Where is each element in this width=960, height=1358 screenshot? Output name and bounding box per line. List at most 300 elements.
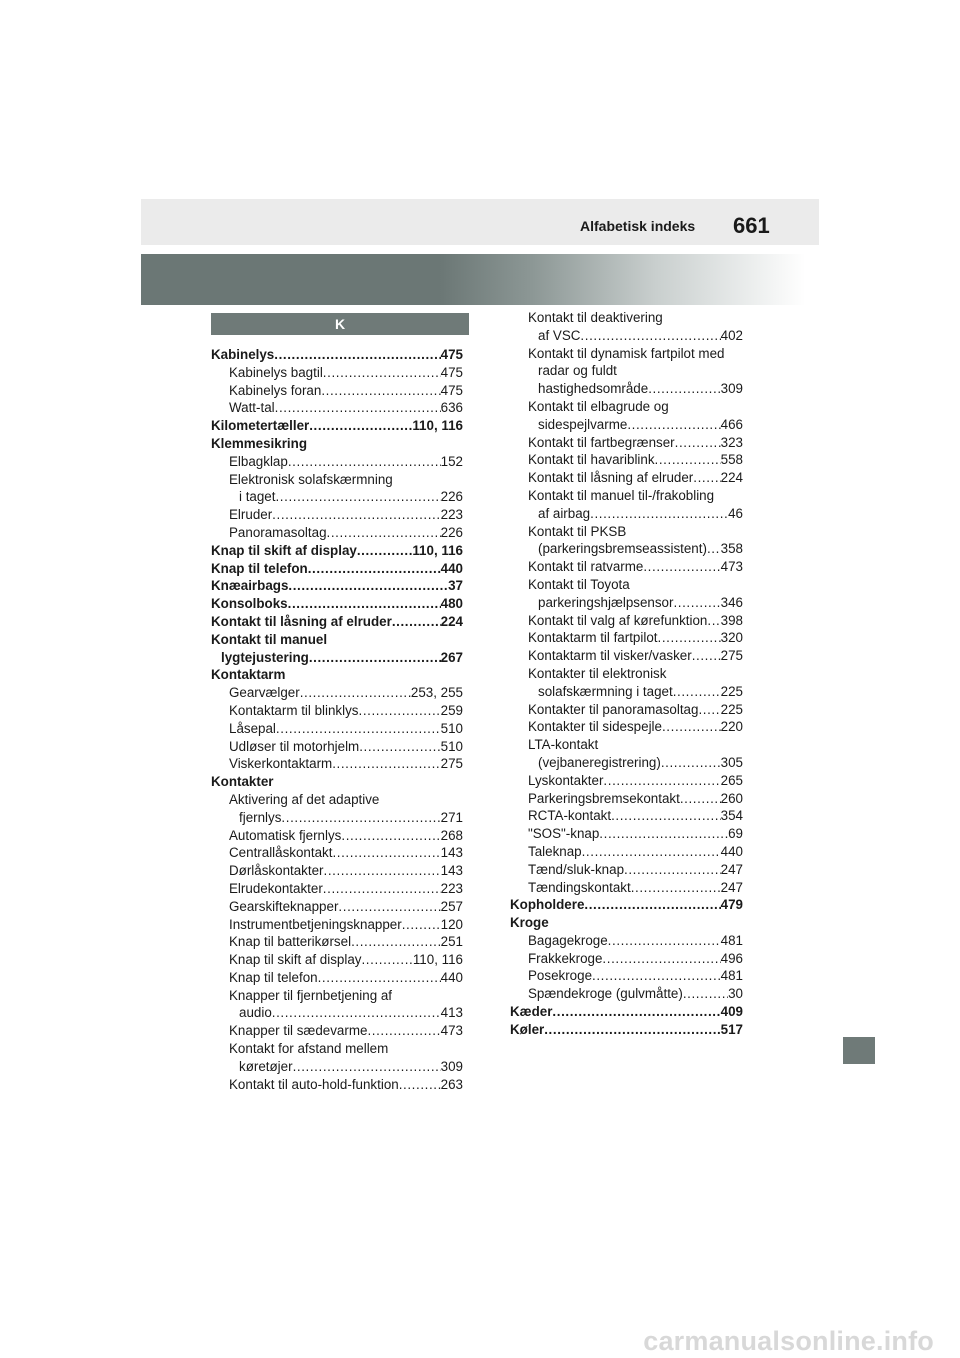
page-reference: 275: [720, 648, 743, 664]
page-reference: 110, 116: [412, 542, 463, 558]
index-line: [510, 1021, 743, 1039]
index-line: [510, 558, 743, 576]
index-line: [510, 772, 743, 790]
index-line: [510, 398, 743, 416]
index-line: [510, 736, 743, 754]
page-reference: 480: [440, 596, 463, 612]
page-reference: 466: [720, 416, 743, 432]
index-subentry: [211, 471, 463, 507]
index-subentry: [510, 879, 743, 897]
index-subentry: [510, 718, 743, 736]
index-line: [510, 523, 743, 541]
index-line: [510, 594, 743, 612]
index-term: Kontakter til panoramasoltag: [528, 701, 699, 717]
page-reference: 110, 116: [412, 418, 463, 434]
index-line: [211, 738, 463, 756]
dot-leader: [658, 629, 721, 647]
dot-leader: [327, 524, 441, 542]
page-reference: 143: [440, 863, 463, 879]
index-subentry: [211, 862, 463, 880]
index-line: [510, 380, 743, 398]
header-gradient-band: [141, 254, 819, 305]
index-term: Viskerkontaktarm: [229, 756, 333, 772]
thumb-index-tab: [843, 1037, 875, 1064]
index-term: fjernlys: [239, 809, 282, 825]
page-number: 661: [733, 213, 770, 238]
index-line: [510, 914, 743, 932]
index-term: radar og fuldt: [538, 363, 617, 379]
page-reference: 225: [720, 683, 743, 699]
index-entry: [211, 666, 463, 684]
dot-leader: [318, 969, 441, 987]
page-reference: 473: [720, 559, 743, 575]
index-term: Elbagklap: [229, 453, 288, 469]
dot-leader: [300, 684, 411, 702]
index-subentry: [211, 827, 463, 845]
page-reference: 440: [440, 969, 463, 985]
index-line: [510, 683, 743, 701]
index-line: [510, 879, 743, 897]
index-term: solafskærmning i taget: [538, 683, 673, 699]
index-line: [510, 629, 743, 647]
dot-leader: [276, 720, 441, 738]
dot-leader: [402, 916, 441, 934]
index-line: [211, 862, 463, 880]
page-reference: 110, 116: [412, 952, 463, 968]
dot-leader: [281, 809, 440, 827]
index-subentry: [211, 987, 463, 1023]
dot-leader: [693, 469, 720, 487]
index-line: [510, 647, 743, 665]
index-subentry: [211, 702, 463, 720]
index-term: Kontakt til auto-hold-funktion: [229, 1076, 399, 1092]
index-term: Kontakter til sidespejle: [528, 719, 662, 735]
index-subentry: [510, 807, 743, 825]
index-subentry: [510, 967, 743, 985]
index-subentry: [510, 523, 743, 559]
index-term: Konsolboks: [211, 596, 288, 612]
index-line: [211, 791, 463, 809]
index-term: Knap til telefon: [211, 560, 308, 576]
index-subentry: [510, 469, 743, 487]
page-reference: 223: [440, 507, 463, 523]
index-term: Spændekroge (gulvmåtte): [528, 986, 683, 1002]
index-entry: [510, 1003, 743, 1021]
index-subentry: [211, 1076, 463, 1094]
page-reference: 473: [440, 1023, 463, 1039]
index-subentry: [211, 364, 463, 382]
page-reference: 496: [720, 950, 743, 966]
page-reference: 320: [720, 630, 743, 646]
index-term: Kontakt til dynamisk fartpilot med: [528, 345, 725, 361]
dot-leader: [631, 879, 721, 897]
index-term: Elrudekontakter: [229, 880, 323, 896]
index-term: Kontaktarm: [211, 667, 286, 683]
dot-leader: [392, 613, 441, 631]
page-reference: 440: [720, 843, 743, 859]
dot-leader: [698, 701, 720, 719]
index-subentry: [211, 916, 463, 934]
index-term: Dørlåskontakter: [229, 863, 324, 879]
index-line: [211, 595, 463, 613]
index-term: hastighedsområde: [538, 381, 649, 397]
dot-leader: [648, 380, 720, 398]
page-reference: 267: [440, 649, 463, 665]
index-entry: [211, 577, 463, 595]
index-line: [510, 967, 743, 985]
page-reference: 253, 255: [410, 685, 463, 701]
index-subentry: [211, 791, 463, 827]
index-entry: [211, 631, 463, 667]
index-term: Gearvælger: [229, 685, 300, 701]
index-subentry: [510, 665, 743, 701]
index-entry: [211, 346, 463, 364]
index-entry: [211, 542, 463, 560]
dot-leader: [275, 488, 440, 506]
page-reference: 475: [440, 347, 463, 362]
index-line: [510, 1003, 743, 1021]
index-entry: [211, 435, 463, 453]
index-term: Gearskifteknapper: [229, 898, 339, 914]
index-term: Knapper til fjernbetjening af: [229, 987, 393, 1003]
index-line: [211, 542, 463, 560]
page-reference: 224: [720, 470, 743, 486]
dot-leader: [673, 594, 720, 612]
index-term: Kontaktarm til visker/vasker: [528, 648, 692, 664]
index-term: Kontakt til ratvarme: [528, 559, 644, 575]
dot-leader: [611, 807, 721, 825]
page-reference: 263: [440, 1076, 463, 1092]
index-subentry: [510, 843, 743, 861]
index-line: [211, 382, 463, 400]
index-term: Knap til skift af display: [211, 542, 357, 558]
page-reference: 305: [720, 754, 743, 770]
dot-leader: [544, 1021, 720, 1039]
index-term: Knap til skift af display: [229, 952, 362, 968]
dot-leader: [552, 1003, 720, 1021]
index-line: [211, 364, 463, 382]
dot-leader: [341, 827, 440, 845]
index-line: [211, 755, 463, 773]
index-line: [211, 898, 463, 916]
index-line: [211, 435, 463, 453]
index-term: (vejbaneregistrering): [538, 754, 661, 770]
dot-leader: [692, 647, 721, 665]
index-line: [211, 1040, 463, 1058]
index-line: [211, 1058, 463, 1076]
index-term: lygtejustering: [221, 649, 309, 665]
index-subentry: [211, 880, 463, 898]
index-term: Kopholdere: [510, 897, 585, 913]
page-reference: 409: [720, 1004, 743, 1020]
index-term: Køler: [510, 1021, 545, 1037]
index-subentry: [510, 647, 743, 665]
dot-leader: [592, 967, 721, 985]
index-subentry: [510, 772, 743, 790]
index-line: [211, 916, 463, 934]
index-subentry: [510, 576, 743, 612]
watermark: [0, 1322, 960, 1358]
index-term: Instrumentbetjeningsknapper: [229, 916, 402, 932]
index-term: Knapper til sædevarme: [229, 1023, 368, 1039]
index-line: [510, 896, 743, 914]
index-line: [510, 469, 743, 487]
index-line: [211, 951, 463, 969]
dot-leader: [580, 327, 720, 345]
index-term: køretøjer: [239, 1058, 293, 1074]
page-reference: 479: [720, 897, 743, 913]
index-entry: [211, 560, 463, 578]
page-reference: 475: [440, 382, 463, 398]
index-line: [510, 416, 743, 434]
index-subentry: [211, 933, 463, 951]
index-entry: [211, 417, 463, 435]
dot-leader: [608, 932, 721, 950]
index-term: i taget: [239, 489, 276, 505]
index-term: Elruder: [229, 507, 273, 523]
index-line: [510, 985, 743, 1003]
page-reference: 46: [728, 505, 743, 521]
index-term: Kontakt til låsning af elruder: [211, 613, 392, 629]
page-reference: 558: [720, 452, 743, 468]
dot-leader: [351, 933, 441, 951]
index-entry: [211, 613, 463, 631]
index-term: Panoramasoltag: [229, 524, 327, 540]
page-reference: 510: [440, 720, 463, 736]
index-term: Kabinelys bagtil: [229, 364, 323, 380]
page-reference: 220: [720, 719, 743, 735]
index-term: Kroge: [510, 915, 549, 931]
page-reference: 481: [720, 968, 743, 984]
index-line: [211, 577, 463, 595]
page-reference: 265: [720, 772, 743, 788]
page-reference: 309: [720, 381, 743, 397]
dot-leader: [599, 825, 728, 843]
index-term: Kontakt til PKSB: [528, 523, 627, 539]
index-line: [510, 665, 743, 683]
index-letter-heading: K: [211, 313, 469, 335]
index-term: Knap til batterikørsel: [229, 934, 352, 950]
page-reference: 346: [720, 594, 743, 610]
dot-leader: [338, 898, 440, 916]
dot-leader: [332, 844, 440, 862]
index-line: [510, 790, 743, 808]
index-term: Lyskontakter: [528, 772, 604, 788]
dot-leader: [324, 862, 441, 880]
index-term: Elektronisk solafskærmning: [229, 471, 393, 487]
page-reference: 259: [440, 702, 463, 718]
index-subentry: [510, 736, 743, 772]
index-subentry: [211, 844, 463, 862]
dot-leader: [662, 718, 721, 736]
index-entry: [510, 1021, 743, 1039]
index-term: Frakkekroge: [528, 950, 603, 966]
dot-leader: [582, 843, 721, 861]
index-subentry: [211, 898, 463, 916]
index-line: [211, 488, 463, 506]
index-subentry: [211, 969, 463, 987]
index-term: Knap til telefon: [229, 969, 318, 985]
index-line: [211, 417, 463, 435]
index-term: Kabinelys: [211, 347, 275, 362]
dot-leader: [627, 416, 720, 434]
index-line: [510, 505, 743, 523]
page-reference: 37: [448, 578, 463, 594]
index-subentry: [510, 701, 743, 719]
index-subentry: [510, 612, 743, 630]
index-line: [510, 362, 743, 380]
dot-leader: [707, 612, 720, 630]
index-line: [211, 613, 463, 631]
index-line: [510, 861, 743, 879]
index-line: [510, 309, 743, 327]
index-term: LTA-kontakt: [528, 737, 599, 753]
index-term: Kontakter til elektronisk: [528, 665, 667, 681]
index-subentry: [510, 558, 743, 576]
index-line: [211, 702, 463, 720]
dot-leader: [661, 754, 721, 772]
page-reference: 309: [440, 1058, 463, 1074]
index-subentry: [211, 755, 463, 773]
index-term: Kontakt til havariblink: [528, 452, 655, 468]
dot-leader: [399, 1076, 441, 1094]
index-term: Kontakt til manuel til-/frakobling: [528, 487, 715, 503]
index-line: [510, 718, 743, 736]
index-term: Parkeringsbremsekontakt: [528, 790, 680, 806]
index-line: [510, 612, 743, 630]
index-term: Tænd/sluk-knap: [528, 861, 625, 877]
index-line: [211, 649, 463, 667]
index-subentry: [510, 985, 743, 1003]
index-subentry: [211, 453, 463, 471]
page-reference: 251: [440, 934, 463, 950]
dot-leader: [288, 453, 441, 471]
index-subentry: [211, 684, 463, 702]
index-line: [510, 576, 743, 594]
page-reference: 323: [720, 434, 743, 450]
page-reference: 152: [440, 453, 463, 469]
index-entry: [510, 896, 743, 914]
index-subentry: [211, 720, 463, 738]
page-reference: 402: [720, 327, 743, 343]
dot-leader: [288, 595, 441, 613]
index-line: [211, 1022, 463, 1040]
dot-leader: [707, 540, 721, 558]
dot-leader: [367, 1022, 440, 1040]
index-subentry: [510, 861, 743, 879]
dot-leader: [359, 738, 440, 756]
index-line: [510, 701, 743, 719]
index-term: Kontaktarm til fartpilot: [528, 630, 658, 646]
index-line: [510, 487, 743, 505]
index-line: [211, 471, 463, 489]
page-reference: 143: [440, 845, 463, 861]
index-line: [211, 773, 463, 791]
page-reference: 247: [720, 861, 743, 877]
index-term: Udløser til motorhjelm: [229, 738, 360, 754]
index-line: [510, 754, 743, 772]
index-subentry: [510, 950, 743, 968]
index-subentry: [211, 1022, 463, 1040]
index-term: Tændingskontakt: [528, 879, 631, 895]
index-line: [211, 969, 463, 987]
index-term: Kontakt for afstand mellem: [229, 1041, 389, 1057]
index-line: [211, 720, 463, 738]
dot-leader: [323, 880, 441, 898]
index-term: Knæairbags: [211, 578, 289, 594]
index-line: [510, 451, 743, 469]
page-reference: 69: [728, 826, 743, 842]
index-line: [211, 506, 463, 524]
index-term: "SOS"-knap: [528, 826, 600, 842]
index-term: sidespejlvarme: [538, 416, 628, 432]
page-reference: 224: [440, 613, 463, 629]
dot-leader: [680, 790, 721, 808]
index-term: Automatisk fjernlys: [229, 827, 342, 843]
index-line: [211, 827, 463, 845]
index-subentry: [510, 434, 743, 452]
index-term: (parkeringsbremseassistent): [538, 541, 707, 557]
dot-leader: [624, 861, 721, 879]
dot-leader: [675, 434, 721, 452]
index-subentry: [510, 451, 743, 469]
index-line: [211, 684, 463, 702]
page-reference: 271: [440, 809, 463, 825]
index-entry: [211, 773, 463, 791]
dot-leader: [321, 382, 440, 400]
page-reference: 636: [440, 400, 463, 416]
page-reference: 510: [440, 738, 463, 754]
dot-leader: [293, 1058, 441, 1076]
index-line: [211, 987, 463, 1005]
index-line: [211, 346, 463, 364]
dot-leader: [323, 364, 441, 382]
index-term: Kontakt til låsning af elruder: [528, 470, 694, 486]
index-line: [510, 807, 743, 825]
index-term: Taleknap: [528, 843, 582, 859]
page-reference: 226: [440, 524, 463, 540]
page-reference: 440: [440, 560, 463, 576]
index-subentry: [211, 524, 463, 542]
dot-leader: [602, 950, 720, 968]
index-term: Bagagekroge: [528, 932, 608, 948]
page-reference: 120: [440, 916, 463, 932]
page-reference: 257: [440, 898, 463, 914]
dot-leader: [673, 683, 721, 701]
index-subentry: [510, 345, 743, 398]
dot-leader: [309, 417, 412, 435]
index-subentry: [211, 382, 463, 400]
index-line: [211, 524, 463, 542]
index-line: [211, 1004, 463, 1022]
dot-leader: [308, 560, 441, 578]
index-line: [211, 1076, 463, 1094]
index-term: Låsepal: [229, 720, 276, 736]
dot-leader: [274, 346, 440, 364]
index-line: [211, 631, 463, 649]
index-subentry: [510, 790, 743, 808]
page-reference: 260: [720, 790, 743, 806]
index-term: Kontaktarm til blinklys: [229, 702, 359, 718]
index-subentry: [510, 309, 743, 345]
index-subentry: [510, 629, 743, 647]
index-term: Watt-tal: [229, 400, 275, 416]
page-reference: 517: [720, 1021, 743, 1037]
index-line: [510, 843, 743, 861]
index-term: audio: [239, 1005, 272, 1021]
page-reference: 413: [440, 1005, 463, 1021]
page-reference: 225: [720, 701, 743, 717]
